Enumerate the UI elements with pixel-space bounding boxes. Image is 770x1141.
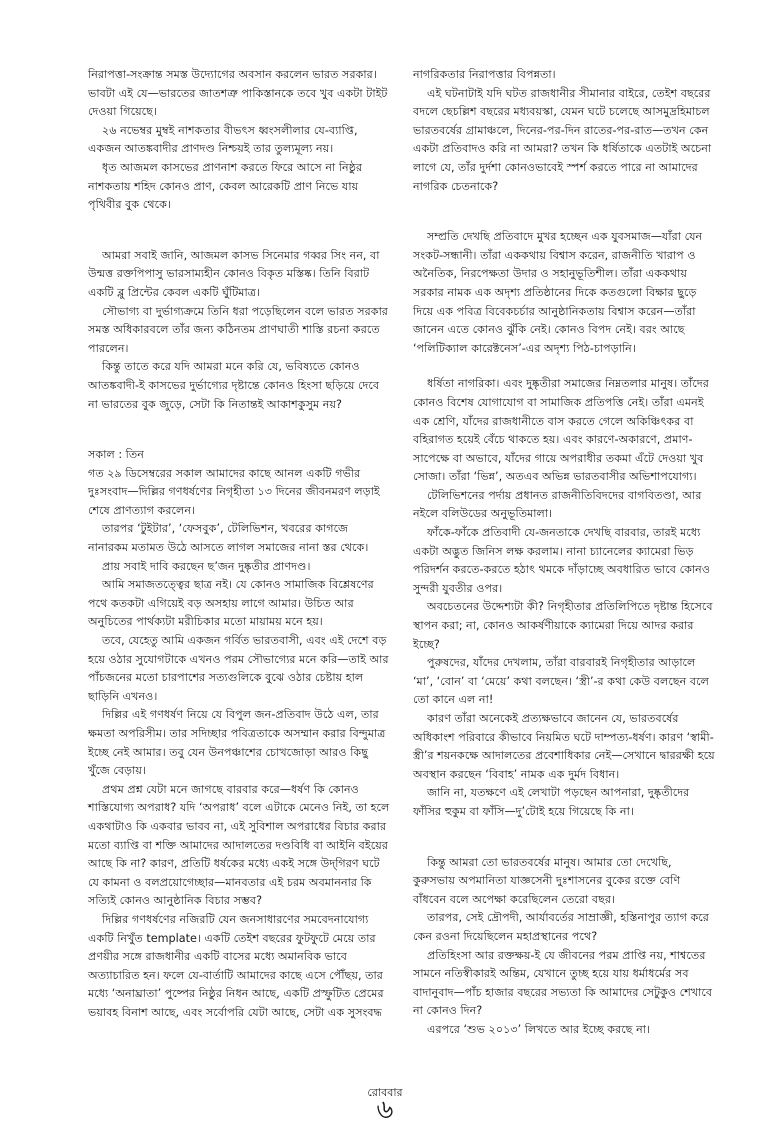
paragraph: টেলিভিশনের পর্দায় প্রধানত রাজনীতিবিদদের বাগবিতণ্ডা, আর নইলে বলিউডের অনুভূতিমালা। (413, 488, 702, 521)
paragraph: গত ২৯ ডিসেম্বরের সকাল আমাদের কাছে আনল একটি গভীর দুঃসংবাদ—দিল্লির গণধর্ষণের নিগৃহীতা ১৩ দিনের জীবনমরণ লড়াই শেষে প্রাণত্যাগ করলেন। (88, 466, 380, 517)
paragraph: সম্প্রতি দেখছি প্রতিবাদে মুখর হচ্ছেন এক যুবসমাজ—যাঁরা যেন সংকট-সন্ধানী। তাঁরা এককথায় বিশ্বাস করেন, রাজনীতি খারাপ ও অনৈতিক, নিরপেক্ষতা উদার ও সহানুভূতিশীল। তাঁরা এককথায় সরকার নামক এক অদৃশ্য প্রতিষ্ঠানের দিকে কতগুলো বিক্ষার ছুড়ে দিয়ে এক পবিত্র বিবেকচর্চার আনুষ্ঠানিকতায় বিশ্বাস করেন—তাঁরা জানেন এতে কোনও ঝুঁকি নেই। কোনও বিপদ নেই। বরং আছে ‘পলিটিক্যাল কারেক্টনেস’-এর অদৃশ্য পিঠ-চাপড়ানি। (413, 230, 703, 355)
paragraph: নাগরিকতার নিরাপত্তার বিপন্নতা। (413, 68, 556, 81)
paragraph: প্রতিহিংসা আর রক্তক্ষয়-ই যে জীবনের পরম প্রাপ্তি নয়, শাশ্বতের সামনে নতিস্বীকারই অন্তিম, যেখানে তুচ্ছ হয়ে যায় ধর্মাধর্মের সব বাদানুবাদ—পাঁচ হাজার বছরের সভ্যতা কি আমাদের সেটুকুও শেখাবে না কোনও দিন? (413, 948, 713, 1018)
paragraph: জানি না, যতক্ষণে এই লেখাটা পড়ছেন আপনারা, দুষ্কৃতীদের ফাঁসির হুকুম বা ফাঁসি—দু’টোই হয়ে গিয়েছে কি না। (413, 786, 690, 818)
paragraph: পুরুষদের, যাঁদের দেখলাম, তাঁরা বারবারই নিগৃহীতার আড়ালে ‘মা’, ‘বোন’ বা ‘মেয়ে’ কথা বলছেন। ‘স্ত্রী’-র কথা কেউ বলছেন বলে তো কানে এল না! (413, 656, 709, 707)
paragraph: আমি সমাজতত্ত্বের ছাত্র নই। যে কোনও সামাজিক বিশ্লেষণের পথে কতকটা এগিয়েই বড় অসহায় লাগে আমার। উচিত আর অনুচিতের পার্থক্যটা মরীচিকার মতো মায়াময় মনে হয়। (88, 578, 374, 629)
paragraph-spacer (88, 414, 390, 446)
paragraph: দিল্লির গণধর্ষণের নজিরটি যেন জনসাধারণের সমবেদনাযোগ্য একটি নিখুঁত template। একটি তেইশ বছরের ফুটফুটে মেয়ে তার প্রণয়ীর সঙ্গে রাজধানীর একটি বাসের মধ্যে অমানবিক ভাবে অত্যাচারিত হন। ফলে যে-বার্তাটি আমাদের কাছে এসে পৌঁছয়, তার মধ্যে ‘অনাঘ্রাতা’ পুষ্পের নিষ্ঠুর নিধন আছে, একটি প্রস্ফুটিত প্রেমের ভয়াবহ বিনাশ আছে, এবং সর্বোপরি যেটা আছে, সেটা এক সুসংবদ্ধ (88, 912, 384, 1019)
paragraph: দিল্লির এই গণধর্ষণ নিয়ে যে বিপুল জন-প্রতিবাদ উঠে এল, তার ক্ষমতা অপরিসীম। তার সদিচ্ছার পবিত্রতাকে অসম্মান করার বিন্দুমাত্র ইচ্ছে নেই আমার। তবু যেন উনপঞ্চাশের চোখজোড়া আরও কিছু খুঁজে বেড়ায়। (88, 708, 386, 778)
left-column (88, 66, 390, 1023)
paragraph: অবচেতনের উদ্দেশ্যটা কী? নিগৃহীতার প্রতিলিপিতে দৃষ্টান্ত হিসেবে স্থাপন করা; না, কোনও আকর্ষণীয়াকে ক্যামেরা দিয়ে আদর করার ইচ্ছে? (413, 600, 713, 651)
section-heading: সকাল : তিন (88, 448, 144, 462)
paragraph: ফাঁকে-ফাঁকে প্রতিবাদী যে-জনতাকে দেখছি বারবার, তারই মধ্যে একটা অদ্ভুত জিনিস লক্ষ করলাম। নানা চ্যানেলের ক্যামেরা ভিড় পরিদর্শন করতে-করতে হঠাৎ থমকে দাঁড়াচ্ছে অবধারিত ভাবে কোনও সুন্দরী যুবতীর ওপর। (413, 526, 711, 595)
paragraph: কারণ তাঁরা অনেকেই প্রত্যক্ষভাবে জানেন যে, ভারতবর্ষের অধিকাংশ পরিবারে কীভাবে নিয়মিত ঘটে দাম্পত্য-ধর্ষণ। কারণ ‘স্বামী-স্ত্রী’র শয়নকক্ষে আদালতের প্রবেশাধিকার নেই—সেখানে দ্বাররক্ষী হয়ে অবস্থান করছেন ‘বিবাহ’ নামক এক দুর্মদ বিধান। (413, 712, 715, 781)
paragraph-spacer (413, 822, 715, 854)
paragraph: তারপর ‘টুইটার’, ‘ফেসবুক’, টেলিভিশন, খবরের কাগজে নানারকম মতামত উঠে আসতে লাগল সমাজের নানা স্তর থেকে। (88, 522, 369, 555)
paragraph: প্রথম প্রশ্ন যেটা মনে জাগছে বারবার করে—ধর্ষণ কি কোনও শাস্তিযোগ্য অপরাধ? যদি ‘অপরাধ’ বলে এটাকে মেনেও নিই, তা হলে একথাটাও কি একবার ভাবব না, এই সুবিশাল অপরাধের বিচার করার মতো ব্যাপ্তি বা শক্তি আমাদের আদালতের দণ্ডবিধি বা আইনি বইয়ের আছে কি না? কারণ, প্রতিটি ধর্ষকের মধ্যে একই সঙ্গে উদ্‌গিরণ ঘটে যে কামনা ও বলপ্রয়োগেচ্ছার—মানবতার এই চরম অবমাননার কি সত্যিই কোনও আনুষ্ঠানিক বিচার সম্ভব? (88, 782, 390, 908)
footer-magazine-label: রোববার (367, 1086, 403, 1099)
paragraph: ২৬ নভেম্বর মুম্বই নাশকতার বীভৎস ধ্বংসলীলার যে-ব্যাপ্তি, একজন আতঙ্কবাদীর প্রাণদণ্ড নিশ্চয়ই তার তুল্যমূল্য নয়। (88, 123, 358, 156)
paragraph: এই ঘটনাটাই যদি ঘটত রাজধানীর সীমানার বাইরে, তেইশ বছরের বদলে ছেচল্লিশ বছরের মধ্যবয়স্কা, যেমন ঘটে চলেছে আসমুদ্রহিমাচল ভারতবর্ষের গ্রামাঞ্চলে, দিনের-পর-দিন রাতের-পর-রাত—তখন কেন একটা প্রতিবাদও করি না আমরা? তখন কি ধর্ষিতাকে এতটাই অচেনা লাগে যে, তাঁর দুর্দশা কোনওভাবেই স্পর্শ করতে পারে না আমাদের নাগরিক চেতনাকে? (413, 86, 712, 193)
paragraph: আমরা সবাই জানি, আজমল কাসভ সিনেমার গব্বর সিং নন, বা উন্মত্ত রক্তপিপাসু ভারসাম্যহীন কোনও বিকৃত মস্তিষ্ক। তিনি বিরাট একটি ব্লু প্রিন্টের কেবল একটি ঘুঁটিমাত্র। (88, 248, 380, 299)
right-column (413, 66, 715, 1040)
paragraph: এরপরে ‘শুভ ২০১৩’ লিখতে আর ইচ্ছে করছে না। (427, 1022, 651, 1036)
paragraph: তারপর, সেই দ্রৌপদী, আর্যাবর্তের সাম্রাজ্ঞী, হস্তিনাপুর ত্যাগ করে কেন রওনা দিয়েছিলেন মহাপ্রস্থানের পথে? (413, 911, 709, 943)
paragraph-spacer (88, 215, 390, 247)
paragraph-spacer (413, 358, 715, 375)
paragraph-spacer (413, 196, 715, 228)
paragraph: সৌভাগ্য বা দুর্ভাগ্যক্রমে তিনি ধরা পড়েছিলেন বলে ভারত সরকার সমস্ত অধিকারবলে তাঁর জন্য কঠিনতম প্রাণঘাতী শাস্তি রচনা করতে পারলেন। (88, 304, 388, 355)
paragraph: নিরাপত্তা-সংক্রান্ত সমস্ত উদ্যোগের অবসান করলেন ভারত সরকার। ভাবটা এই যে—ভারতের জাতশত্রু পাকিস্তানকে তবে খুব একটা টাইট দেওয়া গিয়েছে। (88, 68, 388, 119)
paragraph: কিন্তু আমরা তো ভারতবর্ষের মানুষ। আমার তো দেখেছি, কুরুসভায় অপমানিতা যাজ্ঞসেনী দুঃশাসনের বুকের রক্তে বেণি বাঁধবেন বলে অপেক্ষা করেছিলেন তেরো বছর। (413, 855, 681, 906)
page-number: ৬ (376, 1095, 394, 1125)
paragraph: তবে, যেহেতু আমি একজন গর্বিত ভারতবাসী, এবং এই দেশে বড় হয়ে ওঠার সুযোগটাকে এখনও পরম সৌভাগ্যের মনে করি—তাই আর পাঁচজনের মতো চারপাশের সত্যগুলিকে বুঝে ওঠার চেষ্টায় হাল ছাড়িনি এখনও। (88, 634, 389, 703)
paragraph: ধৃত আজমল কাসভের প্রাণনাশ করতে ফিরে আসে না নিষ্ঠুর নাশকতায় শহিদ কোনও প্রাণ, কেবল আরেকটি প্রাণ নিভে যায় পৃথিবীর বুক থেকে। (88, 160, 363, 212)
paragraph: প্রায় সবাই দাবি করছেন ছ’জন দুষ্কৃতীর প্রাণদণ্ড। (102, 559, 311, 573)
paragraph: ধর্ষিতা নাগরিকা। এবং দুষ্কৃতীরা সমাজের নিম্নতলার মানুষ। তাঁদের কোনও বিশেষ যোগাযোগ বা সামাজিক প্রতিপত্তি নেই। তাঁরা এমনই এক শ্রেণি, যাঁদের রাজধানীতে বাস করতে গেলে অকিঞ্চিৎকর বা বহিরাগত হয়েই বেঁচে থাকতে হয়। এবং কারণে-অকারণে, প্রমাণ-সাপেক্ষে বা অভাবে, যাঁদের গায়ে অপরাধীর তকমা এঁটে দেওয়া খুব সোজা। তাঁরা ‘ভিন্ন’, অতএব অভিন্ন ভারতবাসীর অভিশাপযোগ্য। (413, 377, 709, 484)
paragraph: কিন্তু তাতে করে যদি আমরা মনে করি যে, ভবিষ্যতে কোনও আতঙ্কবাদী-ই কাসভের দুর্ভাগ্যের দৃষ্টান্তে কোনও হিংসা ছড়িয়ে দেবে না ভারতের বুক জুড়ে, সেটা কি নিতান্তই আকাশকুসুম নয়? (88, 360, 380, 411)
